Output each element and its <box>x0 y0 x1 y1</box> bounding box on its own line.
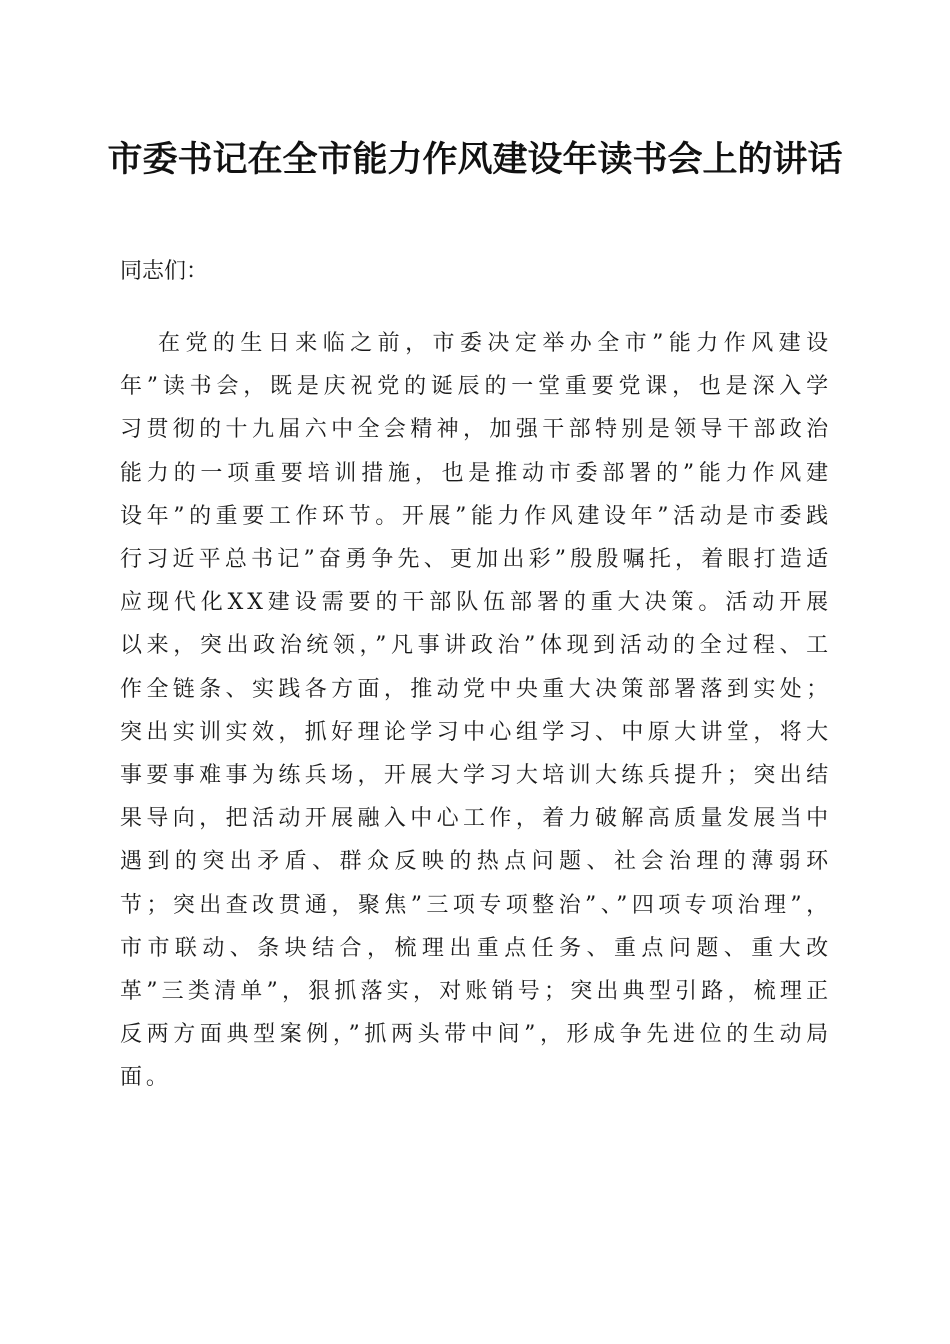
body-paragraph: 在党的生日来临之前，市委决定举办全市”能力作风建设年”读书会，既是庆祝党的诞辰的一堂重要党课，也是深入学习贯彻的十九届六中全会精神，加强干部特别是领导干部政治能力的一项重要培训措施，也是推动市委部署的”能力作风建设年”的重要工作环节。开展”能力作风建设年”活动是市委践行习近平总书记”奋勇争先、更加出彩”殷殷嘱托，着眼打造适应现代化XX建设需要的干部队伍部署的重大决策。活动开展以来，突出政治统领，”凡事讲政治”体现到活动的全过程、工作全链条、实践各方面，推动党中央重大决策部署落到实处；突出实训实效，抓好理论学习中心组学习、中原大讲堂，将大事要事难事为练兵场，开展大学习大培训大练兵提升；突出结果导向，把活动开展融入中心工作，着力破解高质量发展当中遇到的突出矛盾、群众反映的热点问题、社会治理的薄弱环节；突出查改贯通，聚焦”三项专项整治”、”四项专项治理”，市市联动、条块结合，梳理出重点任务、重点问题、重大改革”三类清单”，狠抓落实，对账销号；突出典型引路，梳理正反两方面典型案例，”抓两头带中间”，形成争先进位的生动局面。 <box>120 331 832 1091</box>
salutation: 同志们： <box>120 259 209 284</box>
document-title: 市委书记在全市能力作风建设年读书会上的讲话 <box>107 139 843 180</box>
